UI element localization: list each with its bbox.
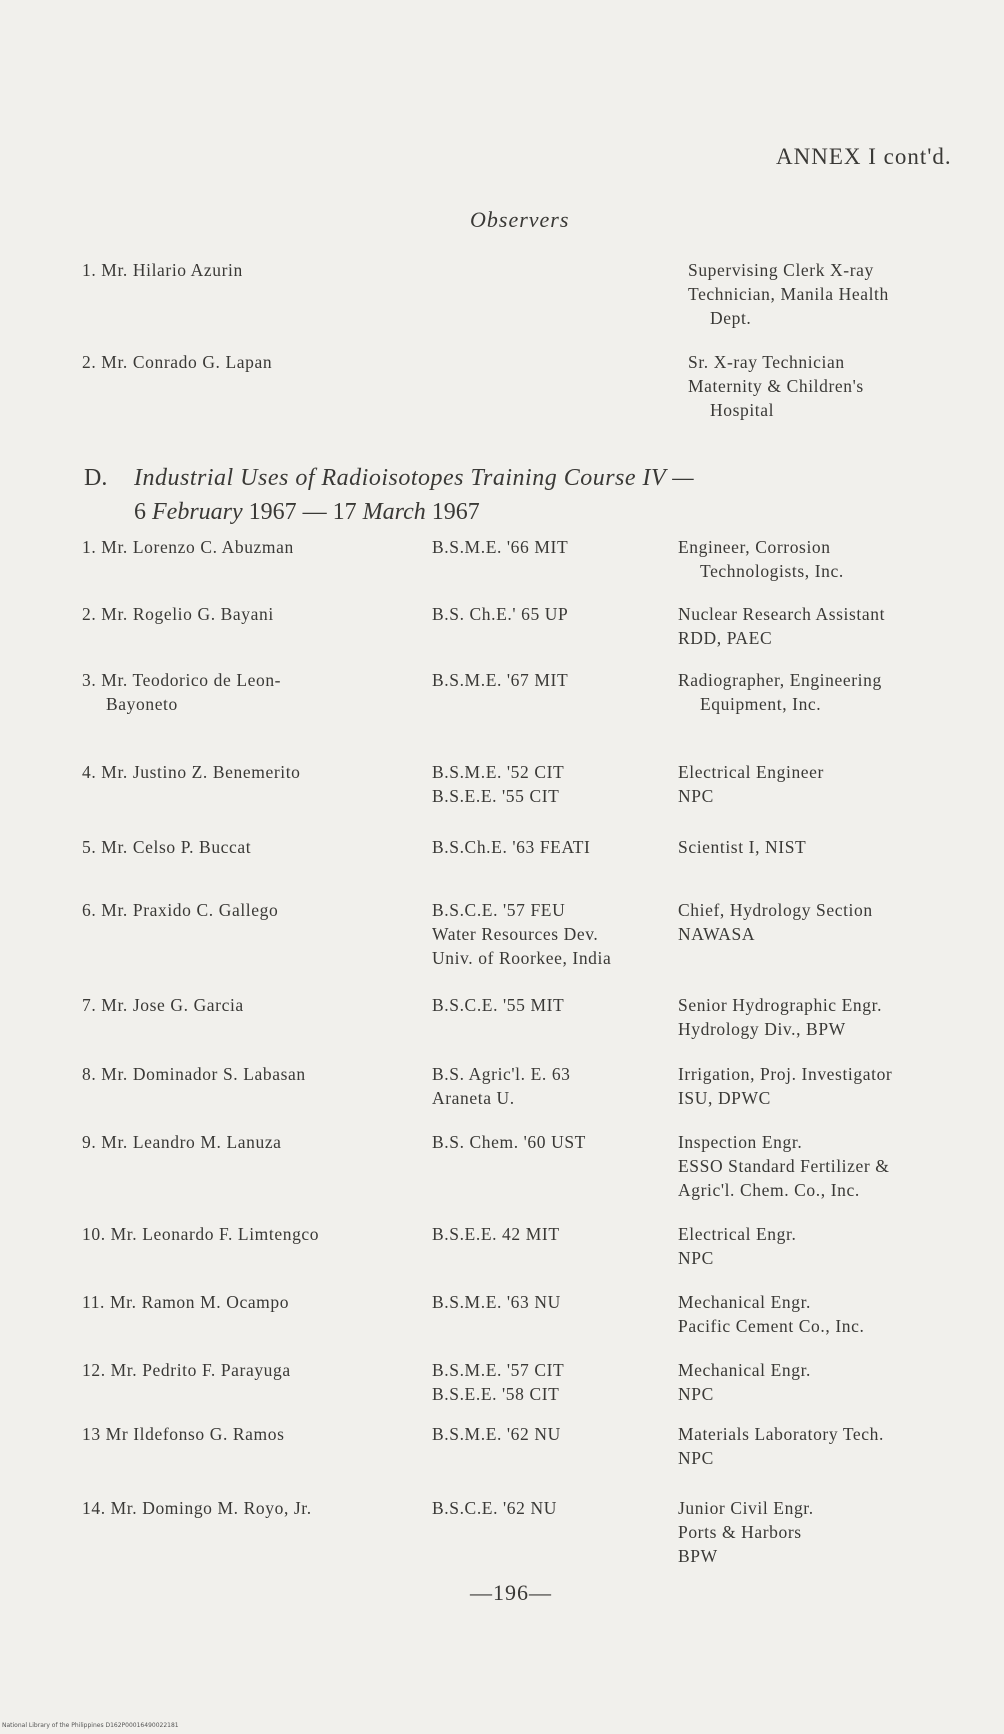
participant-position: Mechanical Engr. NPC	[678, 1360, 812, 1404]
section-title: Industrial Uses of Radioisotopes Training Course IV —	[134, 465, 695, 491]
observer-name: 2. Mr. Conrado G. Lapan	[82, 352, 273, 372]
section-dates: 6 February 1967 — 17 March 1967	[134, 499, 480, 525]
participant-degree: B.S.M.E. '62 NU	[432, 1424, 561, 1444]
participant-position: Electrical Engineer NPC	[678, 762, 824, 806]
participant-degree: B.S.M.E. '66 MIT	[432, 537, 569, 557]
participant-position: Nuclear Research Assistant RDD, PAEC	[678, 604, 886, 648]
participant-position: Scientist I, NIST	[678, 837, 807, 857]
participant-name: 5. Mr. Celso P. Buccat	[82, 837, 252, 857]
participant-position: Irrigation, Proj. Investigator ISU, DPWC	[678, 1064, 893, 1108]
observers-heading: Observers	[470, 207, 570, 232]
observer-position: Supervising Clerk X-ray Technician, Manila Health Dept.	[688, 260, 889, 328]
participant-name: 1. Mr. Lorenzo C. Abuzman	[82, 537, 294, 557]
participant-name: 13 Mr Ildefonso G. Ramos	[82, 1424, 285, 1444]
participant-degree: B.S. Ch.E.' 65 UP	[432, 604, 569, 624]
participant-degree: B.S.M.E. '63 NU	[432, 1292, 561, 1312]
participant-name: 14. Mr. Domingo M. Royo, Jr.	[82, 1498, 312, 1518]
participant-degree: B.S.M.E. '52 CIT B.S.E.E. '55 CIT	[432, 762, 565, 806]
participant-degree: B.S.C.E. '55 MIT	[432, 995, 565, 1015]
participant-name: 11. Mr. Ramon M. Ocampo	[82, 1292, 290, 1312]
section-letter: D.	[84, 465, 108, 491]
participant-degree: B.S.C.E. '62 NU	[432, 1498, 557, 1518]
participant-position: Engineer, Corrosion Technologists, Inc.	[678, 537, 844, 581]
annex-heading: ANNEX I cont'd.	[776, 144, 952, 169]
participant-position: Junior Civil Engr. Ports & Harbors BPW	[678, 1498, 814, 1566]
participant-position: Chief, Hydrology Section NAWASA	[678, 900, 873, 944]
library-footer: National Library of the Philippines D162P00016490022181	[2, 1722, 179, 1729]
participant-name: 10. Mr. Leonardo F. Limtengco	[82, 1224, 320, 1244]
participant-name: 4. Mr. Justino Z. Benemerito	[82, 762, 301, 782]
observer-position: Sr. X-ray Technician Maternity & Children's Hospital	[688, 352, 864, 420]
participant-degree: B.S.M.E. '67 MIT	[432, 670, 569, 690]
participant-degree: B.S.M.E. '57 CIT B.S.E.E. '58 CIT	[432, 1360, 565, 1404]
participant-degree: B.S. Agric'l. E. 63 Araneta U.	[432, 1064, 571, 1108]
page-number: —196—	[470, 1580, 552, 1605]
observer-name: 1. Mr. Hilario Azurin	[82, 260, 243, 280]
participant-name: 9. Mr. Leandro M. Lanuza	[82, 1132, 282, 1152]
participant-position: Materials Laboratory Tech. NPC	[678, 1424, 884, 1468]
participant-name: 8. Mr. Dominador S. Labasan	[82, 1064, 306, 1084]
participant-position: Mechanical Engr. Pacific Cement Co., Inc.	[678, 1292, 865, 1336]
participant-name: 12. Mr. Pedrito F. Parayuga	[82, 1360, 291, 1380]
participant-position: Senior Hydrographic Engr. Hydrology Div., BPW	[678, 995, 883, 1039]
participant-position: Electrical Engr. NPC	[678, 1224, 797, 1268]
participant-name: 6. Mr. Praxido C. Gallego	[82, 900, 279, 920]
participant-degree: B.S. Chem. '60 UST	[432, 1132, 586, 1152]
participant-name: 7. Mr. Jose G. Garcia	[82, 995, 244, 1015]
participant-degree: B.S.Ch.E. '63 FEATI	[432, 837, 591, 857]
participant-name: 3. Mr. Teodorico de Leon- Bayoneto	[82, 670, 282, 714]
participant-name: 2. Mr. Rogelio G. Bayani	[82, 604, 274, 624]
participant-position: Inspection Engr. ESSO Standard Fertilizer & Agric'l. Chem. Co., Inc.	[678, 1132, 890, 1200]
participant-position: Radiographer, Engineering Equipment, Inc.	[678, 670, 882, 714]
participant-degree: B.S.C.E. '57 FEU Water Resources Dev. Univ. of Roorkee, India	[432, 900, 612, 968]
participant-degree: B.S.E.E. 42 MIT	[432, 1224, 560, 1244]
